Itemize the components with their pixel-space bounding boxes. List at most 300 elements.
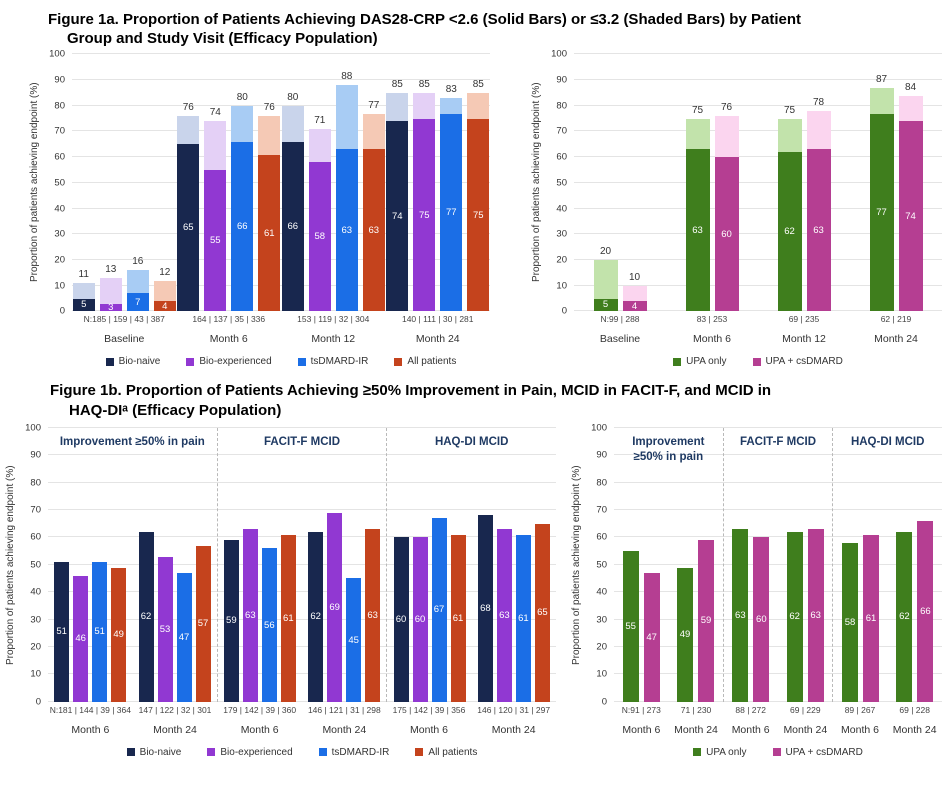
bar-slot-bio-naive	[139, 428, 154, 702]
n-row-section	[217, 705, 386, 715]
visit-label: Month 24	[491, 723, 536, 736]
bar-slot-bio-experienced	[413, 54, 435, 311]
bar-solid-all-patients	[281, 535, 296, 702]
bar-solid-upa-csdmard	[863, 535, 879, 702]
bar-value-label: 4	[631, 300, 638, 312]
chart-body	[28, 48, 490, 368]
bar-solid-upa-only	[623, 551, 639, 702]
bar-slot-upa-only	[787, 428, 803, 702]
legend-label: UPA + csDMARD	[785, 746, 863, 758]
bar-value-label: 66	[236, 220, 248, 232]
bar-sections	[48, 428, 556, 702]
n-row	[48, 705, 556, 715]
y-tick-label: 30	[30, 614, 41, 626]
bar-value-label: 60	[721, 228, 732, 240]
bar-solid-all-patients	[111, 568, 126, 702]
plot-area	[591, 422, 942, 708]
bar-slot-upa-only	[677, 428, 693, 702]
bar-solid-upa-only	[686, 149, 710, 311]
bar-value-label: 75	[472, 209, 484, 221]
legend-swatch-bio-naive	[127, 748, 135, 756]
bar-slot-bio-experienced	[497, 428, 512, 702]
bar-slot-upa-csdmard	[715, 54, 739, 311]
legend-item-bio-experienced	[207, 747, 292, 758]
bar-slot-all-patients	[365, 428, 380, 702]
figure-1b-charts-row	[0, 422, 943, 758]
bar-value-label: 59	[700, 615, 712, 627]
bar-group	[668, 428, 722, 702]
bar-solid-bio-experienced	[497, 529, 512, 702]
bar-slot-bio-naive	[73, 54, 95, 311]
bar-slot-bio-naive	[177, 54, 199, 311]
bar-value-label: 74	[391, 210, 403, 222]
visit-label: Month 24	[322, 723, 367, 736]
y-tick-label: 90	[556, 74, 567, 86]
n-row	[574, 314, 942, 324]
bar-value-label: 53	[159, 623, 171, 635]
legend-swatch-bio-experienced	[186, 358, 194, 366]
bar-group	[302, 428, 386, 702]
plot-area	[25, 422, 556, 708]
bar-slot-upa-only	[896, 428, 912, 702]
bar-solid-bio-naive	[308, 532, 323, 702]
bar-group	[132, 428, 216, 702]
bar-solid-bio-naive	[478, 515, 493, 701]
legend-swatch-upa-only	[673, 358, 681, 366]
y-tick-label: 40	[556, 203, 567, 215]
n-count: 69 | 235	[788, 314, 820, 325]
bar-solid-bio-naive	[73, 299, 95, 312]
bar-slot-upa-csdmard	[899, 54, 923, 311]
legend-label: tsDMARD-IR	[310, 356, 369, 368]
bar-value-label: 4	[162, 300, 168, 312]
bar-slot-tsdmard-ir	[432, 428, 447, 702]
bar-value-label: 63	[368, 224, 380, 236]
bar-group	[472, 428, 556, 702]
bar-group	[758, 54, 850, 311]
legend-item-bio-naive	[106, 356, 161, 367]
plot-wrap	[49, 48, 490, 368]
bar-slot-tsdmard-ir	[440, 54, 462, 311]
bar-value-label: 59	[226, 615, 237, 627]
bar-solid-all-patients	[365, 529, 380, 702]
plot-wrap	[591, 422, 942, 758]
visit-label: Month 6	[841, 723, 879, 736]
n-row	[614, 705, 942, 715]
y-axis-label: Proportion of patients achieving endpoint (%)	[29, 83, 40, 283]
y-tick-label: 80	[596, 477, 607, 489]
bar-slot-upa-only	[594, 54, 618, 311]
n-count: N:91 | 273	[621, 704, 661, 715]
bar-slot-bio-naive	[54, 428, 69, 702]
bar-solid-all-patients	[451, 535, 466, 702]
chart-pro-by-patient-group	[4, 422, 556, 758]
bar-slot-tsdmard-ir	[336, 54, 358, 311]
legend-label: Bio-naive	[118, 356, 161, 368]
n-count: 89 | 267	[844, 704, 876, 715]
y-tick-label: 10	[596, 668, 607, 680]
legend-swatch-all-patients	[394, 358, 402, 366]
bar-solid-upa-csdmard	[917, 521, 933, 702]
n-count: 83 | 253	[696, 314, 728, 325]
bar-solid-tsdmard-ir	[346, 578, 361, 701]
bar-slot-tsdmard-ir	[231, 54, 253, 311]
figure-1a-title-line1: Figure 1a. Proportion of Patients Achieving DAS28-CRP <2.6 (Solid Bars) or ≤3.2 (Shaded Bars) by Patient	[48, 11, 801, 28]
y-tick-label: 70	[556, 125, 567, 137]
visit-label-section	[574, 333, 942, 345]
y-tick-label: 20	[556, 254, 567, 266]
section-header-line: Improvement	[632, 435, 705, 448]
bar-value-label: 69	[329, 601, 340, 613]
legend-label: UPA only	[706, 746, 747, 758]
chart-body	[570, 422, 942, 758]
y-tick-label: 100	[591, 422, 607, 434]
bar-slot-upa-csdmard	[698, 428, 714, 702]
visit-label: Month 6	[240, 723, 279, 736]
y-tick-label: 10	[556, 280, 567, 292]
y-tick-label: 50	[556, 177, 567, 189]
chart-body	[530, 48, 942, 368]
bar-slot-bio-naive	[282, 54, 304, 311]
section	[614, 428, 724, 702]
section-header-line: FACIT-F MCID	[739, 435, 817, 448]
bar-slot-upa-csdmard	[623, 54, 647, 311]
visit-label-section	[387, 724, 556, 736]
y-tick-label: 70	[596, 504, 607, 516]
n-count: 164 | 137 | 35 | 336	[192, 314, 266, 325]
y-axis-label: Proportion of patients achieving endpoint (%)	[5, 464, 16, 665]
bar-slot-all-patients	[258, 54, 280, 311]
bar-value-label: 65	[182, 222, 194, 234]
bar-group	[387, 428, 471, 702]
section-header-line: FACIT-F MCID	[263, 435, 341, 448]
n-count: N:181 | 144 | 39 | 364	[49, 704, 131, 715]
bar-group	[724, 428, 778, 702]
bar-group	[666, 54, 758, 311]
bar-value-label: 63	[367, 609, 378, 621]
bar-total-label: 85	[391, 78, 403, 90]
bar-solid-bio-naive	[224, 540, 239, 702]
n-count: 69 | 229	[790, 704, 821, 715]
bar-total-label: 76	[720, 102, 733, 114]
bar-group	[778, 428, 832, 702]
legend-item-all-patients	[394, 356, 456, 367]
bar-value-label: 68	[480, 602, 491, 614]
legend-swatch-all-patients	[415, 748, 423, 756]
bar-total-label: 80	[287, 91, 299, 103]
bar-value-label: 49	[113, 628, 124, 640]
bar-slot-all-patients	[281, 428, 296, 702]
section	[833, 428, 942, 702]
bar-value-label: 5	[602, 299, 609, 311]
y-tick-label: 90	[30, 449, 41, 461]
n-row-section	[72, 314, 490, 324]
y-tick-label: 50	[54, 177, 65, 189]
n-count: 175 | 142 | 39 | 356	[392, 704, 466, 715]
visit-label-row	[72, 333, 490, 345]
figure-1a-title	[48, 10, 943, 48]
bar-slot-all-patients	[451, 428, 466, 702]
bar-value-label: 62	[789, 611, 800, 623]
bar-value-label: 77	[876, 206, 887, 218]
y-tick-label: 20	[596, 641, 607, 653]
bar-sections	[72, 54, 490, 311]
legend-item-upa-only	[693, 747, 746, 758]
n-count: N:185 | 159 | 43 | 387	[83, 314, 165, 325]
visit-label: Month 6	[622, 723, 661, 736]
bar-value-label: 58	[314, 231, 326, 243]
bar-solid-all-patients	[467, 119, 489, 312]
legend-swatch-bio-naive	[106, 358, 114, 366]
legend-label: All patients	[407, 356, 457, 368]
visit-label-row	[48, 724, 556, 736]
bar-value-label: 61	[283, 612, 294, 624]
bar-slot-bio-experienced	[158, 428, 173, 702]
bar-slot-tsdmard-ir	[92, 428, 107, 702]
legend-item-upa-only	[673, 356, 726, 367]
section	[72, 54, 490, 311]
figure-1a-charts-row	[0, 48, 943, 368]
n-row-section	[723, 705, 832, 715]
bar-total-label: 10	[628, 271, 641, 283]
n-count: 140 | 111 | 30 | 281	[401, 314, 474, 325]
bar-value-label: 63	[245, 609, 256, 621]
bar-solid-upa-csdmard	[715, 157, 739, 311]
bar-solid-tsdmard-ir	[92, 562, 107, 702]
bar-value-label: 65	[537, 606, 548, 618]
bar-solid-all-patients	[154, 301, 176, 311]
y-tick-label: 0	[35, 696, 41, 708]
y-tick-label: 50	[30, 559, 41, 571]
bar-group	[72, 54, 177, 311]
section	[387, 428, 556, 702]
n-count: 146 | 120 | 31 | 297	[477, 704, 551, 715]
visit-label: Month 6	[693, 333, 731, 346]
bar-value-label: 61	[452, 612, 464, 624]
bar-value-label: 62	[140, 611, 152, 623]
plot-area	[551, 48, 942, 317]
bar-group	[281, 54, 386, 311]
bar-value-label: 60	[414, 613, 426, 625]
bar-solid-bio-naive	[139, 532, 154, 702]
bar-solid-upa-csdmard	[807, 149, 831, 311]
bar-value-label: 63	[813, 224, 824, 236]
bar-solid-bio-experienced	[100, 301, 122, 313]
n-row-section	[574, 314, 942, 324]
bar-slot-upa-csdmard	[863, 428, 879, 702]
bar-total-label: 12	[159, 266, 171, 278]
bar-solid-upa-only	[732, 529, 748, 702]
bar-slot-upa-csdmard	[807, 54, 831, 311]
visit-label-section	[48, 724, 217, 736]
bar-value-label: 77	[445, 206, 457, 218]
bar-total-label: 80	[236, 91, 248, 103]
bar-solid-all-patients	[258, 155, 280, 312]
figure-1b-title-line1: Figure 1b. Proportion of Patients Achieving ≥50% Improvement in Pain, MCID in FACIT-F, and MCID in	[50, 382, 772, 400]
y-tick-label: 100	[551, 48, 567, 60]
legend-item-bio-naive	[127, 747, 182, 758]
bar-slot-upa-only	[623, 428, 639, 702]
chart-pro-by-treatment-group	[570, 422, 942, 758]
bar-solid-upa-csdmard	[899, 121, 923, 311]
legend-item-all-patients	[415, 747, 477, 758]
bar-solid-bio-experienced	[73, 576, 88, 702]
y-tick-label: 60	[596, 531, 607, 543]
section	[724, 428, 834, 702]
bar-total-label: 88	[341, 71, 353, 83]
n-count: 153 | 119 | 32 | 304	[297, 314, 370, 325]
bar-value-label: 62	[310, 611, 321, 623]
bar-solid-bio-naive	[394, 537, 409, 701]
bar-value-label: 47	[646, 631, 657, 643]
visit-label-section	[723, 724, 832, 736]
bar-solid-bio-experienced	[158, 557, 173, 702]
bar-slot-bio-experienced	[243, 428, 258, 702]
y-tick-label: 70	[30, 504, 41, 516]
bar-value-label: 49	[679, 628, 691, 640]
bar-slot-upa-only	[870, 54, 894, 311]
section	[48, 428, 218, 702]
y-tick-label: 0	[59, 305, 65, 317]
visit-label-section	[72, 333, 490, 345]
legend-swatch-bio-experienced	[207, 748, 215, 756]
section-header-line: Improvement ≥50% in pain	[59, 435, 205, 448]
y-tick-label: 70	[54, 125, 65, 137]
n-count: 179 | 142 | 39 | 360	[223, 704, 297, 715]
bar-slot-bio-experienced	[309, 54, 331, 311]
y-tick-label: 30	[556, 228, 567, 240]
bar-value-label: 7	[135, 296, 141, 308]
bar-value-label: 3	[108, 301, 114, 313]
bar-slot-bio-naive	[478, 428, 493, 702]
bar-slot-all-patients	[111, 428, 126, 702]
visit-label: Month 6	[209, 333, 248, 346]
n-count: 71 | 230	[680, 704, 712, 715]
visit-label: Month 12	[782, 333, 826, 346]
bar-group	[218, 428, 302, 702]
bar-total-label: 75	[691, 104, 704, 116]
bar-slot-tsdmard-ir	[262, 428, 277, 702]
bar-value-label: 55	[625, 620, 636, 632]
bar-value-label: 61	[518, 612, 529, 624]
legend-label: Bio-experienced	[220, 746, 293, 758]
bar-solid-tsdmard-ir	[336, 149, 358, 311]
legend-swatch-tsdmard-ir	[319, 748, 327, 756]
bar-value-label: 67	[433, 604, 445, 616]
legend	[48, 747, 556, 758]
plot-wrap	[551, 48, 942, 368]
bar-solid-bio-naive	[177, 144, 199, 311]
bar-slot-bio-naive	[224, 428, 239, 702]
bar-slot-bio-naive	[386, 54, 408, 311]
visit-label-row	[614, 724, 942, 736]
y-tick-label: 10	[30, 668, 41, 680]
bar-total-label: 77	[368, 99, 380, 111]
bar-solid-bio-experienced	[413, 537, 428, 701]
bar-solid-bio-naive	[282, 142, 304, 312]
bar-slot-bio-experienced	[100, 54, 122, 311]
bar-value-label: 51	[56, 626, 67, 638]
bar-slot-tsdmard-ir	[177, 428, 192, 702]
legend-item-bio-experienced	[186, 356, 271, 367]
bar-group	[888, 428, 942, 702]
bar-total-label: 85	[418, 78, 430, 90]
bar-group	[850, 54, 942, 311]
bar-slot-bio-experienced	[204, 54, 226, 311]
bar-slot-upa-csdmard	[808, 428, 824, 702]
section-header-line: HAQ-DI MCID	[850, 435, 925, 448]
n-row-section	[387, 705, 556, 715]
bar-solid-upa-only	[778, 152, 802, 311]
bar-solid-tsdmard-ir	[177, 573, 192, 702]
visit-label: Month 12	[311, 333, 356, 346]
bar-value-label: 5	[81, 299, 87, 311]
visit-label-section	[833, 724, 942, 736]
bar-total-label: 78	[812, 96, 825, 108]
bar-slot-tsdmard-ir	[346, 428, 361, 702]
y-tick-label: 60	[556, 151, 567, 163]
y-tick-label: 60	[30, 531, 41, 543]
legend-item-upa-csdmard	[773, 747, 863, 758]
bar-total-label: 85	[472, 78, 484, 90]
section-header-line: ≥50% in pain	[633, 450, 704, 463]
legend	[72, 356, 490, 367]
bar-value-label: 51	[94, 626, 105, 638]
bar-value-label: 75	[418, 209, 430, 221]
bar-slot-all-patients	[154, 54, 176, 311]
bar-total-label: 74	[209, 107, 221, 119]
bar-solid-upa-only	[787, 532, 803, 702]
bar-slot-upa-only	[842, 428, 858, 702]
y-tick-label: 40	[30, 586, 41, 598]
y-tick-label: 0	[601, 696, 607, 708]
bar-slot-all-patients	[467, 54, 489, 311]
y-tick-label: 50	[596, 559, 607, 571]
visit-label: Month 24	[674, 723, 718, 736]
bar-value-label: 66	[287, 220, 299, 232]
visit-label: Month 6	[410, 723, 448, 736]
bar-total-label: 83	[445, 84, 457, 96]
legend-item-tsdmard-ir	[319, 747, 390, 758]
bar-slot-upa-only	[778, 54, 802, 311]
n-row-section	[614, 705, 723, 715]
legend	[614, 747, 942, 758]
figure-1b-title-line2: HAQ-DIᵃ (Efficacy Population)	[69, 401, 282, 419]
bar-total-label: 87	[875, 73, 888, 85]
bar-value-label: 63	[499, 609, 510, 621]
figure-1b-title	[50, 381, 943, 419]
bar-value-label: 62	[899, 611, 910, 623]
bar-group	[574, 54, 666, 311]
bar-solid-bio-experienced	[243, 529, 258, 702]
visit-label-section	[217, 724, 386, 736]
legend-label: All patients	[428, 746, 478, 758]
legend-swatch-upa-csdmard	[753, 358, 761, 366]
bar-value-label: 74	[905, 210, 916, 222]
visit-label: Month 6	[731, 723, 770, 736]
bar-slot-bio-experienced	[327, 428, 342, 702]
n-count: 147 | 122 | 32 | 301	[138, 704, 212, 715]
bar-total-label: 75	[783, 104, 796, 116]
y-tick-label: 40	[596, 586, 607, 598]
bar-solid-tsdmard-ir	[516, 535, 531, 702]
bar-solid-bio-experienced	[204, 170, 226, 311]
y-tick-label: 80	[556, 100, 567, 112]
chart-das28-by-patient-group	[28, 48, 490, 368]
y-axis-label: Proportion of patients achieving endpoint (%)	[571, 464, 582, 665]
chart-das28-by-treatment-group	[530, 48, 942, 368]
bar-slot-bio-experienced	[413, 428, 428, 702]
